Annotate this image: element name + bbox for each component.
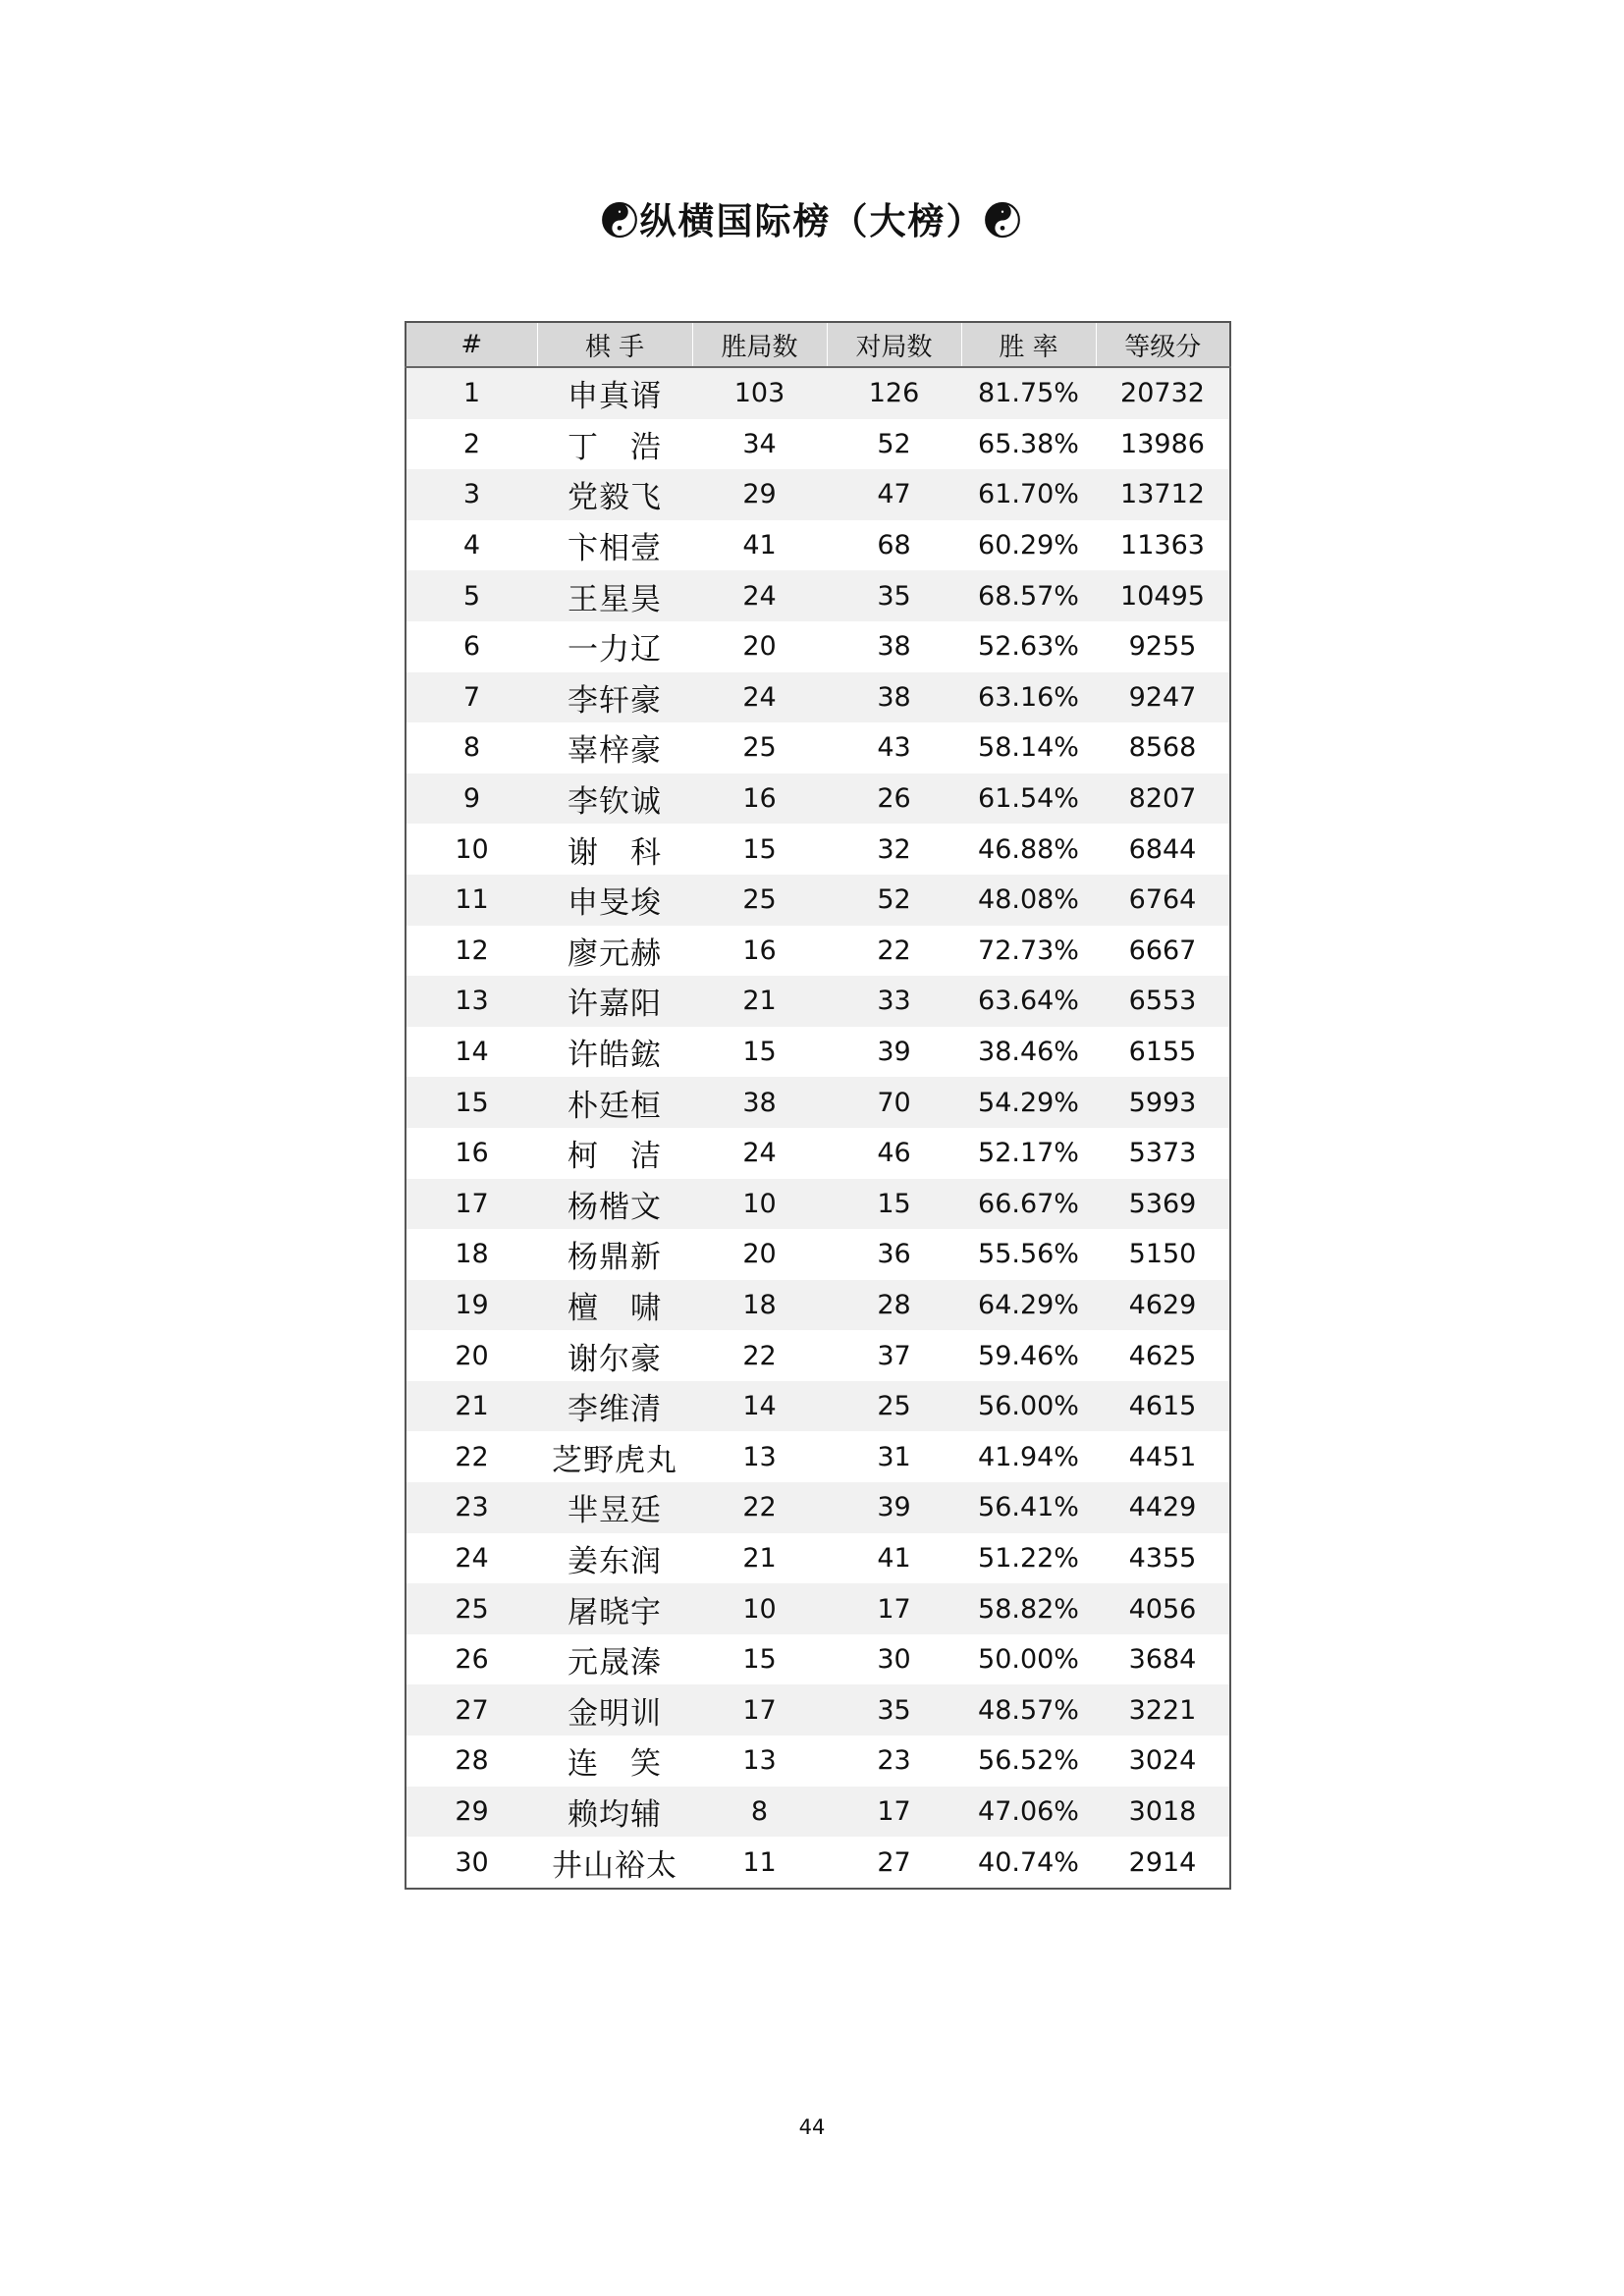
rating-cell: 13712 [1096, 469, 1230, 520]
win-rate-cell: 56.41% [961, 1482, 1096, 1533]
games-cell: 15 [827, 1179, 961, 1230]
player-name: 屠晓宇 [537, 1583, 692, 1634]
player-name: 元晟溱 [537, 1634, 692, 1685]
games-cell: 17 [827, 1787, 961, 1838]
player-name: 李钦诚 [537, 774, 692, 825]
rank-cell: 3 [406, 469, 537, 520]
games-cell: 38 [827, 621, 961, 672]
wins-cell: 38 [692, 1077, 827, 1128]
rating-cell: 6667 [1096, 926, 1230, 977]
player-name: 井山裕太 [537, 1837, 692, 1889]
rating-cell: 3684 [1096, 1634, 1230, 1685]
win-rate-cell: 56.52% [961, 1735, 1096, 1787]
table-row [406, 1837, 1230, 1889]
wins-cell: 8 [692, 1787, 827, 1838]
win-rate-cell: 58.82% [961, 1583, 1096, 1634]
rating-cell: 6553 [1096, 976, 1230, 1027]
rank-cell: 9 [406, 774, 537, 825]
table-row [406, 824, 1230, 875]
table-row [406, 1027, 1230, 1078]
rank-cell: 7 [406, 672, 537, 723]
games-cell: 46 [827, 1128, 961, 1179]
player-name: 柯 洁 [537, 1128, 692, 1179]
rank-cell: 18 [406, 1229, 537, 1280]
rating-cell: 4451 [1096, 1431, 1230, 1482]
rating-cell: 13986 [1096, 419, 1230, 470]
wins-cell: 10 [692, 1583, 827, 1634]
games-cell: 38 [827, 672, 961, 723]
rating-cell: 10495 [1096, 570, 1230, 621]
games-cell: 39 [827, 1027, 961, 1078]
rank-cell: 12 [406, 926, 537, 977]
table-row [406, 469, 1230, 520]
win-rate-cell: 59.46% [961, 1330, 1096, 1381]
table-row [406, 1735, 1230, 1787]
rating-cell: 4429 [1096, 1482, 1230, 1533]
table-header-row [406, 322, 1230, 367]
player-name: 赖均辅 [537, 1787, 692, 1838]
table-row [406, 1229, 1230, 1280]
rating-cell: 11363 [1096, 520, 1230, 571]
table-row [406, 1381, 1230, 1432]
rank-cell: 24 [406, 1533, 537, 1584]
games-cell: 36 [827, 1229, 961, 1280]
page-number: 44 [798, 2115, 826, 2139]
wins-cell: 21 [692, 1533, 827, 1584]
rating-cell: 3018 [1096, 1787, 1230, 1838]
player-name: 杨鼎新 [537, 1229, 692, 1280]
wins-cell: 24 [692, 1128, 827, 1179]
player-name: 芈昱廷 [537, 1482, 692, 1533]
table-row [406, 774, 1230, 825]
win-rate-cell: 61.54% [961, 774, 1096, 825]
rank-cell: 6 [406, 621, 537, 672]
player-name: 王星昊 [537, 570, 692, 621]
wins-cell: 25 [692, 875, 827, 926]
games-cell: 25 [827, 1381, 961, 1432]
win-rate-cell: 58.14% [961, 722, 1096, 774]
player-name: 谢尔豪 [537, 1330, 692, 1381]
rank-cell: 19 [406, 1280, 537, 1331]
player-name: 卞相壹 [537, 520, 692, 571]
games-cell: 41 [827, 1533, 961, 1584]
player-name: 李维清 [537, 1381, 692, 1432]
rank-cell: 5 [406, 570, 537, 621]
rank-cell: 1 [406, 367, 537, 419]
wins-cell: 10 [692, 1179, 827, 1230]
rank-cell: 17 [406, 1179, 537, 1230]
rating-cell: 5373 [1096, 1128, 1230, 1179]
win-rate-cell: 65.38% [961, 419, 1096, 470]
games-cell: 35 [827, 1684, 961, 1735]
win-rate-cell: 66.67% [961, 1179, 1096, 1230]
wins-cell: 34 [692, 419, 827, 470]
table-row [406, 367, 1230, 419]
win-rate-cell: 60.29% [961, 520, 1096, 571]
player-name: 芝野虎丸 [537, 1431, 692, 1482]
rating-cell: 4629 [1096, 1280, 1230, 1331]
rating-cell: 3024 [1096, 1735, 1230, 1787]
rank-cell: 14 [406, 1027, 537, 1078]
wins-cell: 15 [692, 1027, 827, 1078]
header-rating: 等级分 [1096, 322, 1230, 367]
win-rate-cell: 61.70% [961, 469, 1096, 520]
rating-cell: 4056 [1096, 1583, 1230, 1634]
rating-cell: 5150 [1096, 1229, 1230, 1280]
wins-cell: 14 [692, 1381, 827, 1432]
rank-cell: 2 [406, 419, 537, 470]
table-row [406, 570, 1230, 621]
table-row [406, 1077, 1230, 1128]
win-rate-cell: 46.88% [961, 824, 1096, 875]
wins-cell: 41 [692, 520, 827, 571]
table-row [406, 722, 1230, 774]
rank-cell: 16 [406, 1128, 537, 1179]
rating-cell: 4355 [1096, 1533, 1230, 1584]
games-cell: 33 [827, 976, 961, 1027]
games-cell: 52 [827, 875, 961, 926]
page-title: ☯纵横国际榜（大榜）☯ [601, 199, 1023, 242]
win-rate-cell: 52.63% [961, 621, 1096, 672]
rating-cell: 5993 [1096, 1077, 1230, 1128]
win-rate-cell: 40.74% [961, 1837, 1096, 1889]
games-cell: 17 [827, 1583, 961, 1634]
table-row [406, 1533, 1230, 1584]
win-rate-cell: 63.16% [961, 672, 1096, 723]
games-cell: 27 [827, 1837, 961, 1889]
games-cell: 30 [827, 1634, 961, 1685]
wins-cell: 24 [692, 570, 827, 621]
rating-cell: 20732 [1096, 367, 1230, 419]
rank-cell: 27 [406, 1684, 537, 1735]
games-cell: 37 [827, 1330, 961, 1381]
games-cell: 68 [827, 520, 961, 571]
wins-cell: 21 [692, 976, 827, 1027]
wins-cell: 18 [692, 1280, 827, 1331]
player-name: 姜东润 [537, 1533, 692, 1584]
games-cell: 26 [827, 774, 961, 825]
wins-cell: 15 [692, 824, 827, 875]
win-rate-cell: 81.75% [961, 367, 1096, 419]
wins-cell: 103 [692, 367, 827, 419]
wins-cell: 17 [692, 1684, 827, 1735]
table-row [406, 875, 1230, 926]
win-rate-cell: 56.00% [961, 1381, 1096, 1432]
table-row [406, 1179, 1230, 1230]
games-cell: 32 [827, 824, 961, 875]
player-name: 李轩豪 [537, 672, 692, 723]
rank-cell: 23 [406, 1482, 537, 1533]
rating-cell: 6844 [1096, 824, 1230, 875]
games-cell: 70 [827, 1077, 961, 1128]
wins-cell: 16 [692, 774, 827, 825]
player-name: 党毅飞 [537, 469, 692, 520]
rank-cell: 20 [406, 1330, 537, 1381]
table-row [406, 1634, 1230, 1685]
table-row [406, 1431, 1230, 1482]
wins-cell: 16 [692, 926, 827, 977]
rating-cell: 8207 [1096, 774, 1230, 825]
player-name: 谢 科 [537, 824, 692, 875]
wins-cell: 25 [692, 722, 827, 774]
rank-cell: 11 [406, 875, 537, 926]
win-rate-cell: 48.57% [961, 1684, 1096, 1735]
games-cell: 47 [827, 469, 961, 520]
rating-cell: 4615 [1096, 1381, 1230, 1432]
player-name: 辜梓豪 [537, 722, 692, 774]
rating-cell: 5369 [1096, 1179, 1230, 1230]
table-row [406, 672, 1230, 723]
player-name: 金明训 [537, 1684, 692, 1735]
games-cell: 31 [827, 1431, 961, 1482]
table-row [406, 1684, 1230, 1735]
wins-cell: 29 [692, 469, 827, 520]
wins-cell: 13 [692, 1431, 827, 1482]
header-player: 棋 手 [537, 322, 692, 367]
table-row [406, 1583, 1230, 1634]
ranking-table [405, 321, 1231, 1890]
win-rate-cell: 64.29% [961, 1280, 1096, 1331]
rating-cell: 6764 [1096, 875, 1230, 926]
player-name: 许皓鋐 [537, 1027, 692, 1078]
games-cell: 22 [827, 926, 961, 977]
win-rate-cell: 72.73% [961, 926, 1096, 977]
win-rate-cell: 63.64% [961, 976, 1096, 1027]
wins-cell: 20 [692, 1229, 827, 1280]
player-name: 廖元赫 [537, 926, 692, 977]
win-rate-cell: 38.46% [961, 1027, 1096, 1078]
table-row [406, 1128, 1230, 1179]
rank-cell: 29 [406, 1787, 537, 1838]
player-name: 申真谞 [537, 367, 692, 419]
header-win-rate: 胜 率 [961, 322, 1096, 367]
games-cell: 39 [827, 1482, 961, 1533]
table-row [406, 520, 1230, 571]
rating-cell: 9247 [1096, 672, 1230, 723]
table-row [406, 419, 1230, 470]
win-rate-cell: 47.06% [961, 1787, 1096, 1838]
win-rate-cell: 41.94% [961, 1431, 1096, 1482]
win-rate-cell: 68.57% [961, 570, 1096, 621]
player-name: 连 笑 [537, 1735, 692, 1787]
header-rank: # [406, 322, 537, 367]
win-rate-cell: 52.17% [961, 1128, 1096, 1179]
table-row [406, 621, 1230, 672]
win-rate-cell: 48.08% [961, 875, 1096, 926]
rating-cell: 6155 [1096, 1027, 1230, 1078]
rank-cell: 4 [406, 520, 537, 571]
player-name: 丁 浩 [537, 419, 692, 470]
player-name: 朴廷桓 [537, 1077, 692, 1128]
table-row [406, 1280, 1230, 1331]
table-row [406, 1330, 1230, 1381]
win-rate-cell: 54.29% [961, 1077, 1096, 1128]
rank-cell: 8 [406, 722, 537, 774]
rank-cell: 22 [406, 1431, 537, 1482]
wins-cell: 20 [692, 621, 827, 672]
rating-cell: 4625 [1096, 1330, 1230, 1381]
rank-cell: 25 [406, 1583, 537, 1634]
rank-cell: 30 [406, 1837, 537, 1889]
games-cell: 52 [827, 419, 961, 470]
header-games: 对局数 [827, 322, 961, 367]
rank-cell: 28 [406, 1735, 537, 1787]
games-cell: 43 [827, 722, 961, 774]
wins-cell: 24 [692, 672, 827, 723]
wins-cell: 22 [692, 1482, 827, 1533]
win-rate-cell: 51.22% [961, 1533, 1096, 1584]
games-cell: 126 [827, 367, 961, 419]
wins-cell: 13 [692, 1735, 827, 1787]
player-name: 檀 啸 [537, 1280, 692, 1331]
rank-cell: 10 [406, 824, 537, 875]
rating-cell: 8568 [1096, 722, 1230, 774]
header-wins: 胜局数 [692, 322, 827, 367]
rank-cell: 26 [406, 1634, 537, 1685]
table-body [406, 367, 1230, 1889]
rating-cell: 9255 [1096, 621, 1230, 672]
rank-cell: 15 [406, 1077, 537, 1128]
rank-cell: 21 [406, 1381, 537, 1432]
player-name: 许嘉阳 [537, 976, 692, 1027]
games-cell: 35 [827, 570, 961, 621]
table-row [406, 926, 1230, 977]
player-name: 杨楷文 [537, 1179, 692, 1230]
win-rate-cell: 55.56% [961, 1229, 1096, 1280]
games-cell: 23 [827, 1735, 961, 1787]
table-row [406, 1482, 1230, 1533]
rating-cell: 2914 [1096, 1837, 1230, 1889]
table-row [406, 976, 1230, 1027]
player-name: 一力辽 [537, 621, 692, 672]
win-rate-cell: 50.00% [961, 1634, 1096, 1685]
games-cell: 28 [827, 1280, 961, 1331]
rank-cell: 13 [406, 976, 537, 1027]
wins-cell: 15 [692, 1634, 827, 1685]
rating-cell: 3221 [1096, 1684, 1230, 1735]
wins-cell: 22 [692, 1330, 827, 1381]
wins-cell: 11 [692, 1837, 827, 1889]
player-name: 申旻埈 [537, 875, 692, 926]
table-row [406, 1787, 1230, 1838]
